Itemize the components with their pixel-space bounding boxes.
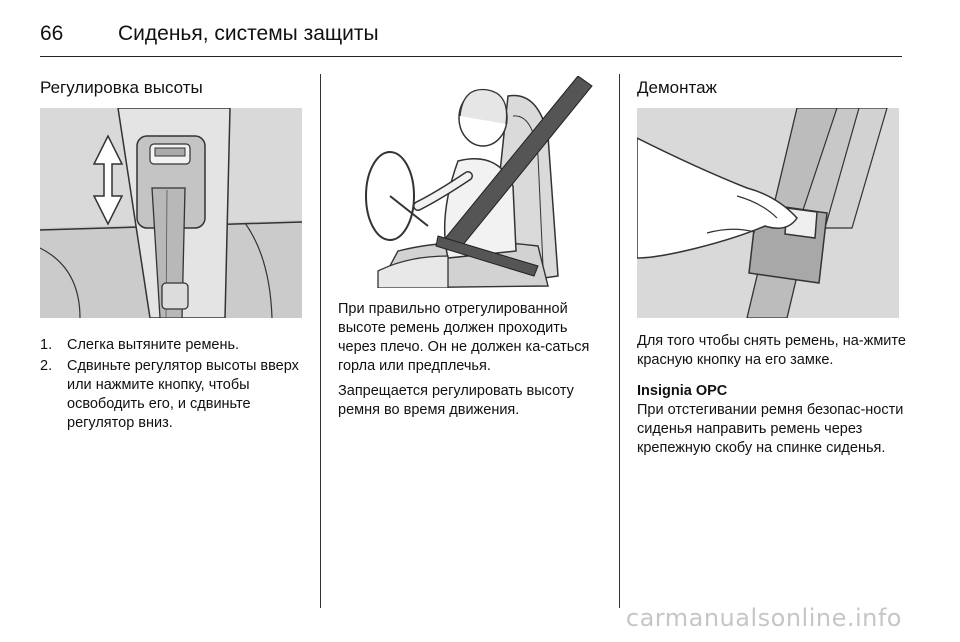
paragraph-no-adjust-while-driving: Запрещается регулировать высоту ремня во время движения. bbox=[338, 383, 574, 418]
figure-buckle-release bbox=[637, 108, 899, 318]
watermark: carmanualsonline.info bbox=[625, 604, 902, 632]
steps-list bbox=[40, 336, 302, 433]
section-heading-height-adjust: Регулировка высоты bbox=[40, 78, 203, 97]
subheading-insignia-opc: Insignia OPC bbox=[637, 383, 728, 399]
list-item: 1. Слегка вытяните ремень. bbox=[40, 337, 240, 353]
page-header bbox=[40, 14, 902, 57]
removal-text bbox=[637, 332, 907, 464]
paragraph-insignia-opc: При отстегивании ремня безопас-ности сиденья направить ремень через крепежную скобу на спинке сиденья. bbox=[637, 402, 904, 456]
paragraph-press-red-button: Для того чтобы снять ремень, на-жмите красную кнопку на его замке. bbox=[637, 333, 906, 368]
belt-position-text bbox=[338, 300, 604, 426]
column-divider-1 bbox=[320, 74, 321, 608]
paragraph-correct-height: При правильно отрегулированной высоте ремень должен проходить через плечо. Он не должен ка-саться горла или предплечья. bbox=[338, 301, 590, 374]
list-item: 2. Сдвиньте регулятор высоты вверх или нажмите кнопку, чтобы освободить его, и сдвиньте регулятор вниз. bbox=[40, 358, 299, 431]
section-heading-removal: Демонтаж bbox=[637, 78, 717, 97]
figure-height-adjuster bbox=[40, 108, 302, 318]
page-number: 66 bbox=[40, 22, 64, 45]
figure-belt-on-driver bbox=[338, 76, 600, 288]
column-divider-2 bbox=[619, 74, 620, 608]
steps-text bbox=[40, 336, 302, 435]
chapter-title: Сиденья, системы защиты bbox=[118, 22, 379, 45]
